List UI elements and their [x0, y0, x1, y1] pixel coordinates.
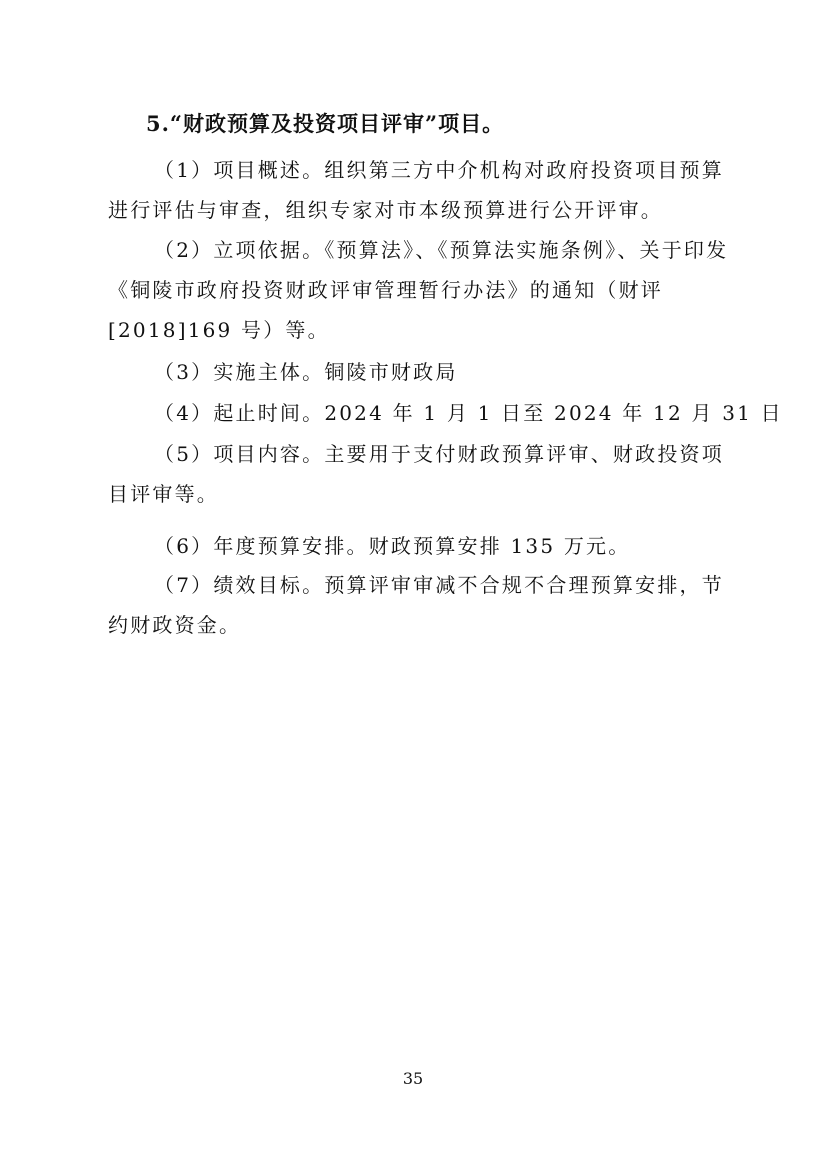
- paragraph-implementer: [108, 352, 720, 392]
- paragraph-target: [108, 565, 724, 645]
- paragraph-line: （6）年度预算安排。财政预算安排 135 万元。: [154, 534, 631, 558]
- paragraph-line: 约财政资金。: [108, 613, 242, 637]
- paragraph-line: （2）立项依据。《预算法》、《预算法实施条例》、关于印发: [154, 238, 729, 262]
- paragraph-line: 目评审等。: [108, 482, 219, 506]
- paragraph-content: [108, 434, 724, 514]
- paragraph-line: 《铜陵市政府投资财政评审管理暂行办法》的通知（财评: [108, 278, 663, 302]
- paragraph-budget: [108, 526, 720, 566]
- paragraph-line: [2018]169 号）等。: [108, 318, 330, 342]
- paragraph-line: 进行评估与审查，组织专家对市本级预算进行公开评审。: [108, 198, 663, 222]
- paragraph-line: （7）绩效目标。预算评审审减不合规不合理预算安排，节: [154, 573, 724, 597]
- paragraph-basis: [108, 230, 729, 350]
- paragraph-line: （3）实施主体。铜陵市财政局: [154, 360, 458, 384]
- paragraph-line: （4）起止时间。2024 年 1 月 1 日至 2024 年 12 月 31 日: [154, 401, 783, 425]
- paragraph-line: （5）项目内容。主要用于支付财政预算评审、财政投资项: [154, 442, 724, 466]
- section-heading: 5.“财政预算及投资项目评审”项目。: [146, 111, 505, 136]
- page-number: 35: [402, 1069, 424, 1088]
- paragraph-period: [108, 393, 783, 433]
- paragraph-line: （1）项目概述。组织第三方中介机构对政府投资项目预算: [154, 158, 724, 182]
- paragraph-overview: [108, 150, 724, 230]
